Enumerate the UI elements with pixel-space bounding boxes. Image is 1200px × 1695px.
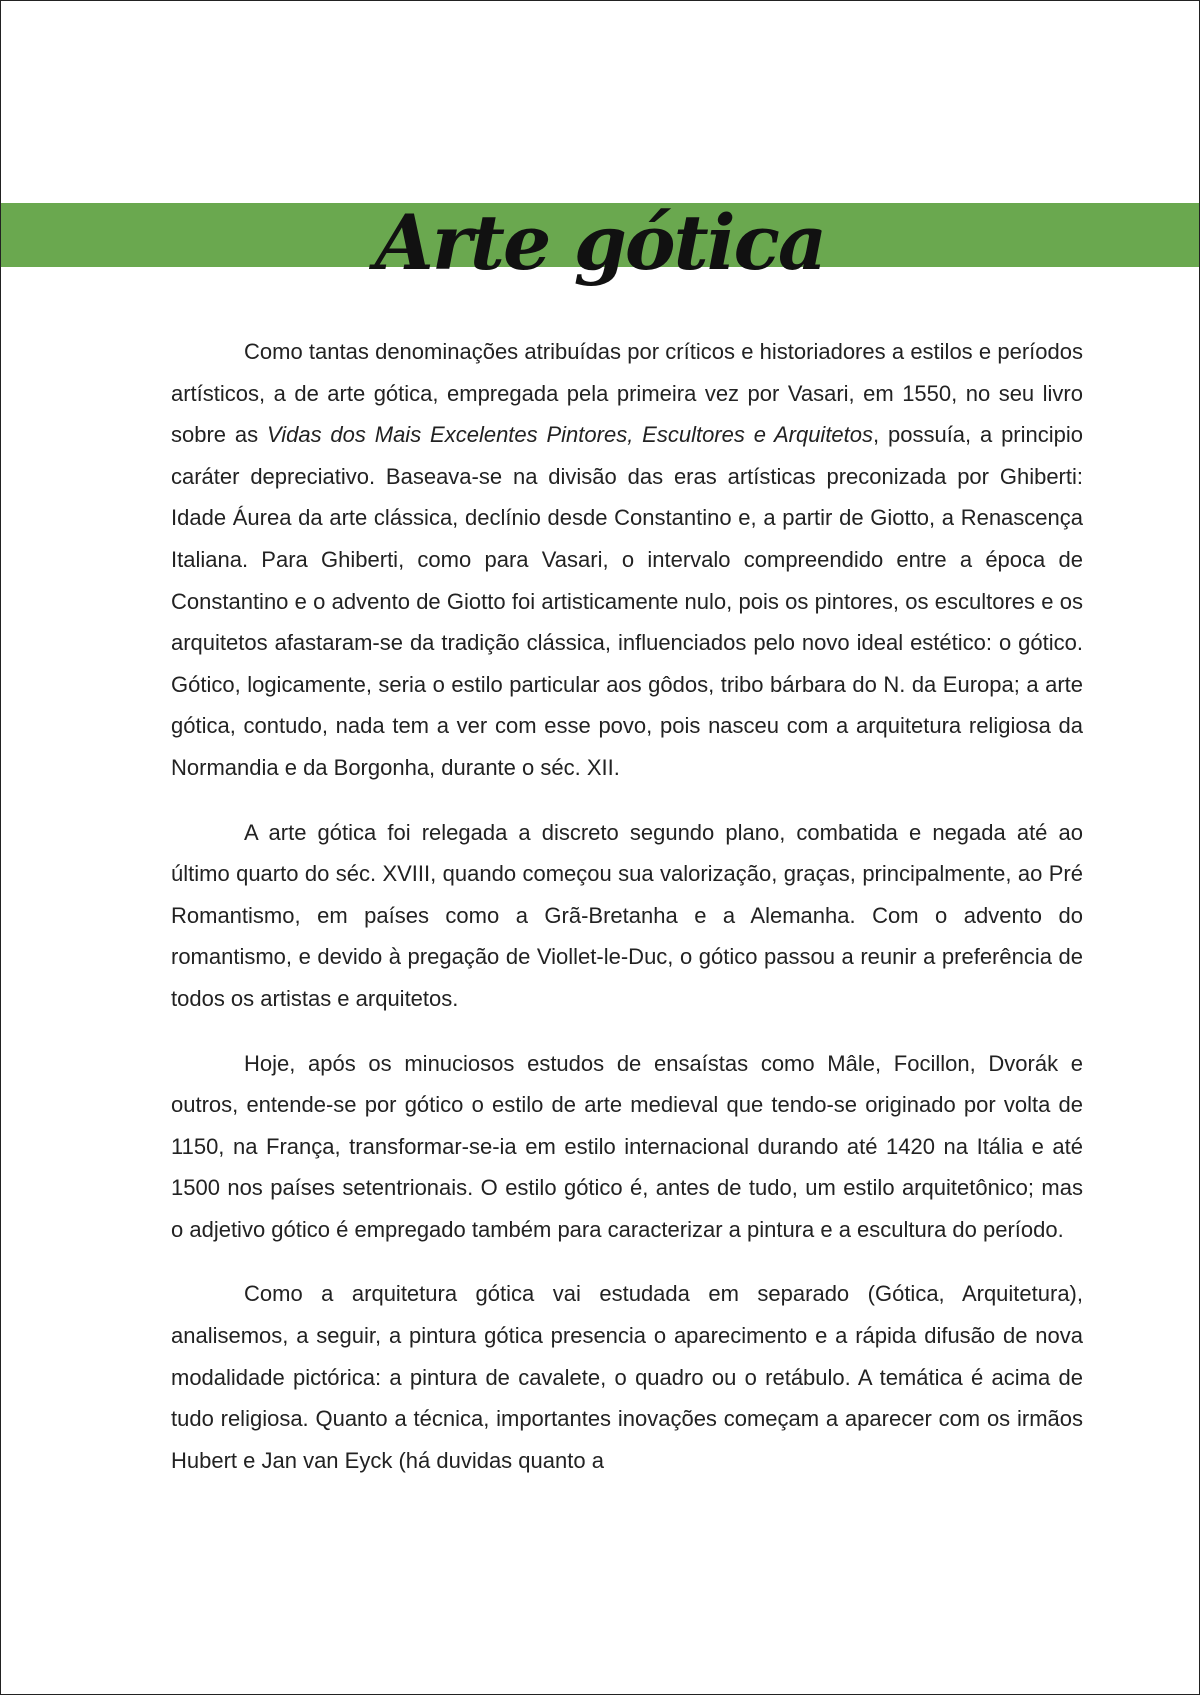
paragraph-1-text-a: Como tantas denominações atribuídas por críticos e historiadores a estilos e períodos artísticos, a de arte gótica, empregada pela primeira vez por Vasari, em 1550, no seu livro sobre as [171, 339, 1083, 448]
paragraph-1-text-b: , possuía, a principio caráter depreciativo. Baseava-se na divisão das eras artísticas preconizada por Ghiberti: Idade Áurea da arte clássica, declínio desde Constantino e, a partir de Giotto, a Renascença Italiana. Para Ghiberti, como para Vasari, o intervalo compreendido entre a época de Constantino e o advento de Giotto foi artisticamente nulo, pois os pintores, os escultores e os arquitetos afastaram-se da tradição clássica, influenciados pelo novo ideal estético: o gótico. Gótico, logicamente, seria o estilo particular aos gôdos, tribo bárbara do N. da Europa; a arte gótica, contudo, nada tem a ver com esse povo, pois nasceu com a arquitetura religiosa da Normandia e da Borgonha, durante o séc. XII. [171, 422, 1084, 780]
page-title: Arte gótica [374, 198, 826, 287]
paragraph-3-text: Hoje, após os minuciosos estudos de ensaístas como Mâle, Focillon, Dvorák e outros, entende-se por gótico o estilo de arte medieval que tendo-se originado por volta de 1150, na França, transformar-se-ia em estilo internacional durando até 1420 na Itália e até 1500 nos países setentrionais. O estilo gótico é, antes de tudo, um estilo arquitetônico; mas o adjetivo gótico é empregado também para caracterizar a pintura e a escultura do período. [171, 1050, 1083, 1242]
paragraph-1 [171, 331, 1083, 789]
book-title-italic: Vidas dos Mais Excelentes Pintores, Escultores e Arquitetos [266, 422, 874, 448]
paragraph-3 [171, 1043, 1083, 1251]
paragraph-4-text: Como a arquitetura gótica vai estudada em separado (Gótica, Arquitetura), analisemos, a seguir, a pintura gótica presencia o aparecimento e a rápida difusão de nova modalidade pictórica: a pintura de cavalete, o quadro ou o retábulo. A temática é acima de tudo religiosa. Quanto a técnica, importantes inovações começam a aparecer com os irmãos Hubert e Jan van Eyck (há duvidas quanto a [171, 1281, 1083, 1473]
paragraph-2 [171, 812, 1083, 1020]
article-body [171, 331, 1083, 1481]
paragraph-4 [171, 1273, 1083, 1481]
paragraph-2-text: A arte gótica foi relegada a discreto segundo plano, combatida e negada até ao último quarto do séc. XVIII, quando começou sua valorização, graças, principalmente, ao Pré Romantismo, em países como a Grã-Bretanha e a Alemanha. Com o advento do romantismo, e devido à pregação de Viollet-le-Duc, o gótico passou a reunir a preferência de todos os artistas e arquitetos. [171, 819, 1083, 1011]
